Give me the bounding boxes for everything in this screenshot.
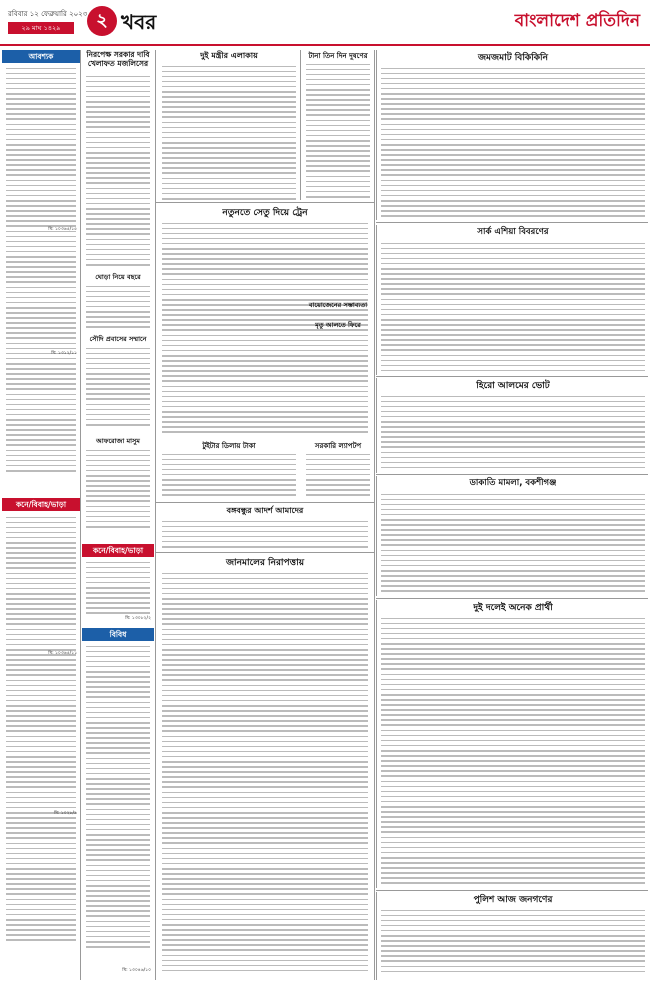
headline: ডাকাতি মামলা, বকশীগঞ্জ: [469, 478, 557, 488]
headline: দুই মন্ত্রীর এলাকায়: [200, 51, 258, 60]
classifieds-column: [2, 50, 81, 980]
date-sub: ২৯ মাঘ ১৪২৯: [8, 22, 74, 34]
section-title: খবর: [121, 10, 157, 34]
article-pollution: [302, 50, 374, 200]
article-bikikini: [376, 50, 649, 220]
row-divider: [376, 474, 648, 475]
article-two-ministers: [158, 50, 300, 200]
classified-heading-marriage-2: কনে/বিবাহ/ভাড়া: [82, 544, 154, 557]
headline: সৌদি প্রবাসের সম্মানে: [89, 335, 147, 343]
headline: টানা তিন দিন দুষণের: [308, 52, 368, 60]
price-tag: মি: ১০৩৬৫/১৫: [48, 227, 77, 232]
classified-text-block: [2, 64, 80, 504]
masthead: [0, 0, 650, 46]
headline: মৃতু আলতে ফিরে: [315, 321, 361, 329]
headline: হিরো আলমের ভোট: [476, 381, 550, 391]
article-security: [158, 555, 372, 980]
article-ghora: [82, 272, 154, 332]
headline: আফরোজা মাসুম: [96, 437, 140, 445]
page-number: ২: [87, 6, 117, 36]
row-divider: [376, 598, 648, 599]
article-khelafat: [82, 50, 154, 270]
headline: জমজমাট বিকিকিনি: [477, 53, 549, 63]
article-afroza: [82, 436, 154, 536]
article-candidates: [376, 600, 649, 888]
column-divider: [300, 50, 301, 200]
price-tag: মি: ১৩০৮২/২: [125, 616, 151, 621]
classified-text-block: [2, 513, 80, 973]
row-divider: [156, 552, 374, 553]
price-tag: মি: ১৩১২/১১: [51, 351, 77, 356]
article-twitter: [158, 440, 300, 500]
classified-box-misc: [82, 628, 154, 978]
article-police: [376, 892, 649, 980]
row-divider: [376, 890, 648, 891]
headline: জানমালের নিরাপত্তায়: [225, 558, 304, 568]
column-divider: [374, 50, 375, 980]
article-saudi: [82, 334, 154, 434]
classified-heading-marriage: কনে/বিবাহ/ভাড়া: [2, 498, 80, 511]
row-divider: [156, 202, 374, 203]
classified-box-2: [82, 544, 154, 624]
price-tag: মি: ১০২৮/৯: [54, 811, 77, 816]
article-robbery: [376, 476, 649, 596]
headline: নতুনতে সেতু দিয়ে ট্রেন: [222, 208, 308, 218]
column-divider: [155, 50, 156, 980]
headline: বঙ্গবন্ধুর আদর্শ আমাদের: [226, 506, 304, 515]
article-laptop: [302, 440, 374, 500]
headline: সরকারি ল্যাপটপ: [314, 442, 362, 450]
price-tag: মি: ১০৩৬৫/১১: [48, 651, 77, 656]
headline: নিরপেক্ষ সরকার দাবি খেলাফত মজলিসের: [86, 50, 150, 68]
article-saarc: [376, 225, 649, 375]
headline: দুই দলেই অনেক প্রার্থী: [473, 603, 553, 613]
row-divider: [376, 222, 648, 223]
headline: বায়োজেনের সম্ভাব্যতা: [308, 301, 368, 309]
date-line: রবিবার ১২ ফেব্রুয়ারি ২০২৩: [8, 10, 88, 18]
headline: পুলিশ আজ জনগণের: [473, 895, 553, 905]
price-tag: মি: ১৩০৪৬/১০: [122, 968, 151, 973]
headline: সার্ক এশিয়া বিবরণের: [477, 227, 549, 237]
classified-heading-misc: বিবিধ: [82, 628, 154, 641]
headline: টুইটার ডিলায় টাকা: [202, 442, 256, 450]
row-divider: [156, 502, 374, 503]
article-hero-alam: [376, 378, 649, 473]
newspaper-logo: বাংলাদেশ প্রতিদিন: [514, 11, 640, 31]
row-divider: [376, 376, 648, 377]
headline: ঘোড়া নিয়ে বছরে: [95, 273, 141, 281]
classified-heading-wanted: আবশ্যক: [2, 50, 80, 63]
article-bangabandhu: [158, 505, 372, 550]
article-dead-return: [302, 312, 374, 342]
